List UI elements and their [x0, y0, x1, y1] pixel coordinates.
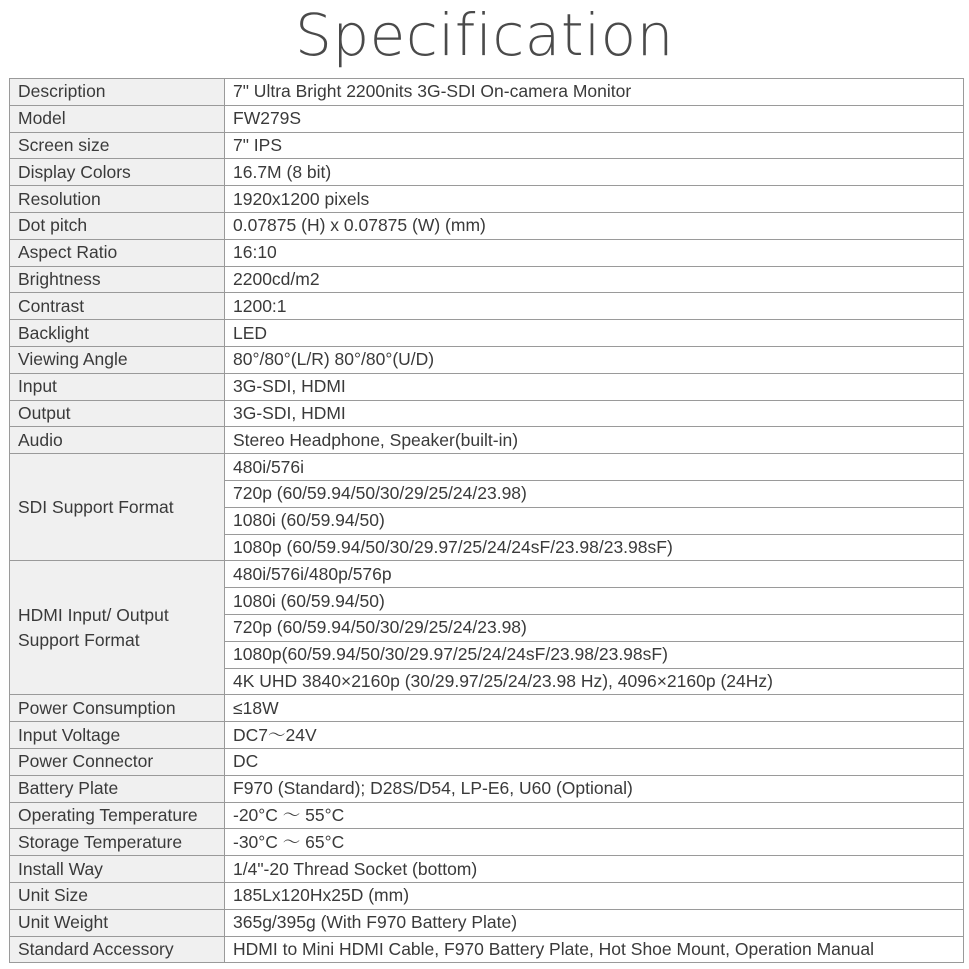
- page-title: Specification: [295, 1, 674, 69]
- spec-value: 1080i (60/59.94/50): [225, 507, 964, 534]
- spec-label: Description: [10, 79, 225, 106]
- table-row: [10, 79, 964, 106]
- spec-label: Input Voltage: [10, 722, 225, 749]
- spec-value: 3G-SDI, HDMI: [225, 373, 964, 400]
- table-row: [10, 695, 964, 722]
- table-row: [10, 212, 964, 239]
- table-row: [10, 561, 964, 588]
- spec-label: Power Connector: [10, 748, 225, 775]
- spec-value: 0.07875 (H) x 0.07875 (W) (mm): [225, 212, 964, 239]
- table-row: [10, 105, 964, 132]
- spec-value: FW279S: [225, 105, 964, 132]
- table-row: [10, 775, 964, 802]
- spec-label: Storage Temperature: [10, 829, 225, 856]
- spec-label: Display Colors: [10, 159, 225, 186]
- table-row: [10, 722, 964, 749]
- spec-label: Backlight: [10, 320, 225, 347]
- spec-value: 365g/395g (With F970 Battery Plate): [225, 909, 964, 936]
- spec-label: Standard Accessory: [10, 936, 225, 963]
- spec-value: -30°C ～ 65°C: [225, 829, 964, 856]
- spec-value: 16.7M (8 bit): [225, 159, 964, 186]
- spec-label: Viewing Angle: [10, 346, 225, 373]
- spec-label: Brightness: [10, 266, 225, 293]
- spec-label: Unit Size: [10, 882, 225, 909]
- spec-value: HDMI to Mini HDMI Cable, F970 Battery Plate, Hot Shoe Mount, Operation Manual: [225, 936, 964, 963]
- table-row: [10, 829, 964, 856]
- table-row: [10, 320, 964, 347]
- spec-value: 80°/80°(L/R) 80°/80°(U/D): [225, 346, 964, 373]
- table-row: [10, 936, 964, 963]
- table-row: [10, 856, 964, 883]
- table-row: [10, 400, 964, 427]
- spec-value: F970 (Standard); D28S/D54, LP-E6, U60 (Optional): [225, 775, 964, 802]
- table-row: [10, 239, 964, 266]
- spec-value: 7" Ultra Bright 2200nits 3G-SDI On-camera Monitor: [225, 79, 964, 106]
- spec-label: Power Consumption: [10, 695, 225, 722]
- spec-label: Output: [10, 400, 225, 427]
- spec-value: 3G-SDI, HDMI: [225, 400, 964, 427]
- spec-label: Operating Temperature: [10, 802, 225, 829]
- spec-value: DC: [225, 748, 964, 775]
- spec-value: 1/4"-20 Thread Socket (bottom): [225, 856, 964, 883]
- spec-value: 185Lx120Hx25D (mm): [225, 882, 964, 909]
- spec-label: SDI Support Format: [10, 454, 225, 561]
- table-row: [10, 802, 964, 829]
- table-row: [10, 454, 964, 481]
- spec-value: LED: [225, 320, 964, 347]
- table-row: [10, 882, 964, 909]
- spec-label: Dot pitch: [10, 212, 225, 239]
- spec-label: Screen size: [10, 132, 225, 159]
- spec-value: 4K UHD 3840×2160p (30/29.97/25/24/23.98 Hz), 4096×2160p (24Hz): [225, 668, 964, 695]
- table-row: [10, 909, 964, 936]
- spec-label: Contrast: [10, 293, 225, 320]
- spec-value: 720p (60/59.94/50/30/29/25/24/23.98): [225, 480, 964, 507]
- spec-value: -20°C ～ 55°C: [225, 802, 964, 829]
- table-row: [10, 427, 964, 454]
- table-row: [10, 266, 964, 293]
- spec-value: 480i/576i: [225, 454, 964, 481]
- table-row: [10, 748, 964, 775]
- spec-value: DC7～24V: [225, 722, 964, 749]
- spec-value: 720p (60/59.94/50/30/29/25/24/23.98): [225, 614, 964, 641]
- table-row: [10, 373, 964, 400]
- spec-label-line: Support Format: [18, 629, 140, 650]
- spec-label: Install Way: [10, 856, 225, 883]
- spec-label: [10, 561, 225, 695]
- spec-label-line: HDMI Input/ Output: [18, 604, 169, 625]
- spec-table: [9, 78, 964, 963]
- spec-value: 1920x1200 pixels: [225, 186, 964, 213]
- table-row: [10, 186, 964, 213]
- spec-value: 7" IPS: [225, 132, 964, 159]
- table-row: [10, 132, 964, 159]
- spec-label: Aspect Ratio: [10, 239, 225, 266]
- spec-value: 1080i (60/59.94/50): [225, 588, 964, 615]
- spec-label: Audio: [10, 427, 225, 454]
- spec-label: Input: [10, 373, 225, 400]
- table-row: [10, 346, 964, 373]
- spec-label: Model: [10, 105, 225, 132]
- spec-label: Battery Plate: [10, 775, 225, 802]
- spec-value: ≤18W: [225, 695, 964, 722]
- spec-value: 16:10: [225, 239, 964, 266]
- spec-value: 1080p(60/59.94/50/30/29.97/25/24/24sF/23.98/23.98sF): [225, 641, 964, 668]
- spec-value: 1080p (60/59.94/50/30/29.97/25/24/24sF/23.98/23.98sF): [225, 534, 964, 561]
- table-row: [10, 159, 964, 186]
- spec-value: 2200cd/m2: [225, 266, 964, 293]
- table-row: [10, 293, 964, 320]
- spec-value: 480i/576i/480p/576p: [225, 561, 964, 588]
- spec-value: 1200:1: [225, 293, 964, 320]
- spec-value: Stereo Headphone, Speaker(built-in): [225, 427, 964, 454]
- spec-label: Unit Weight: [10, 909, 225, 936]
- spec-label: Resolution: [10, 186, 225, 213]
